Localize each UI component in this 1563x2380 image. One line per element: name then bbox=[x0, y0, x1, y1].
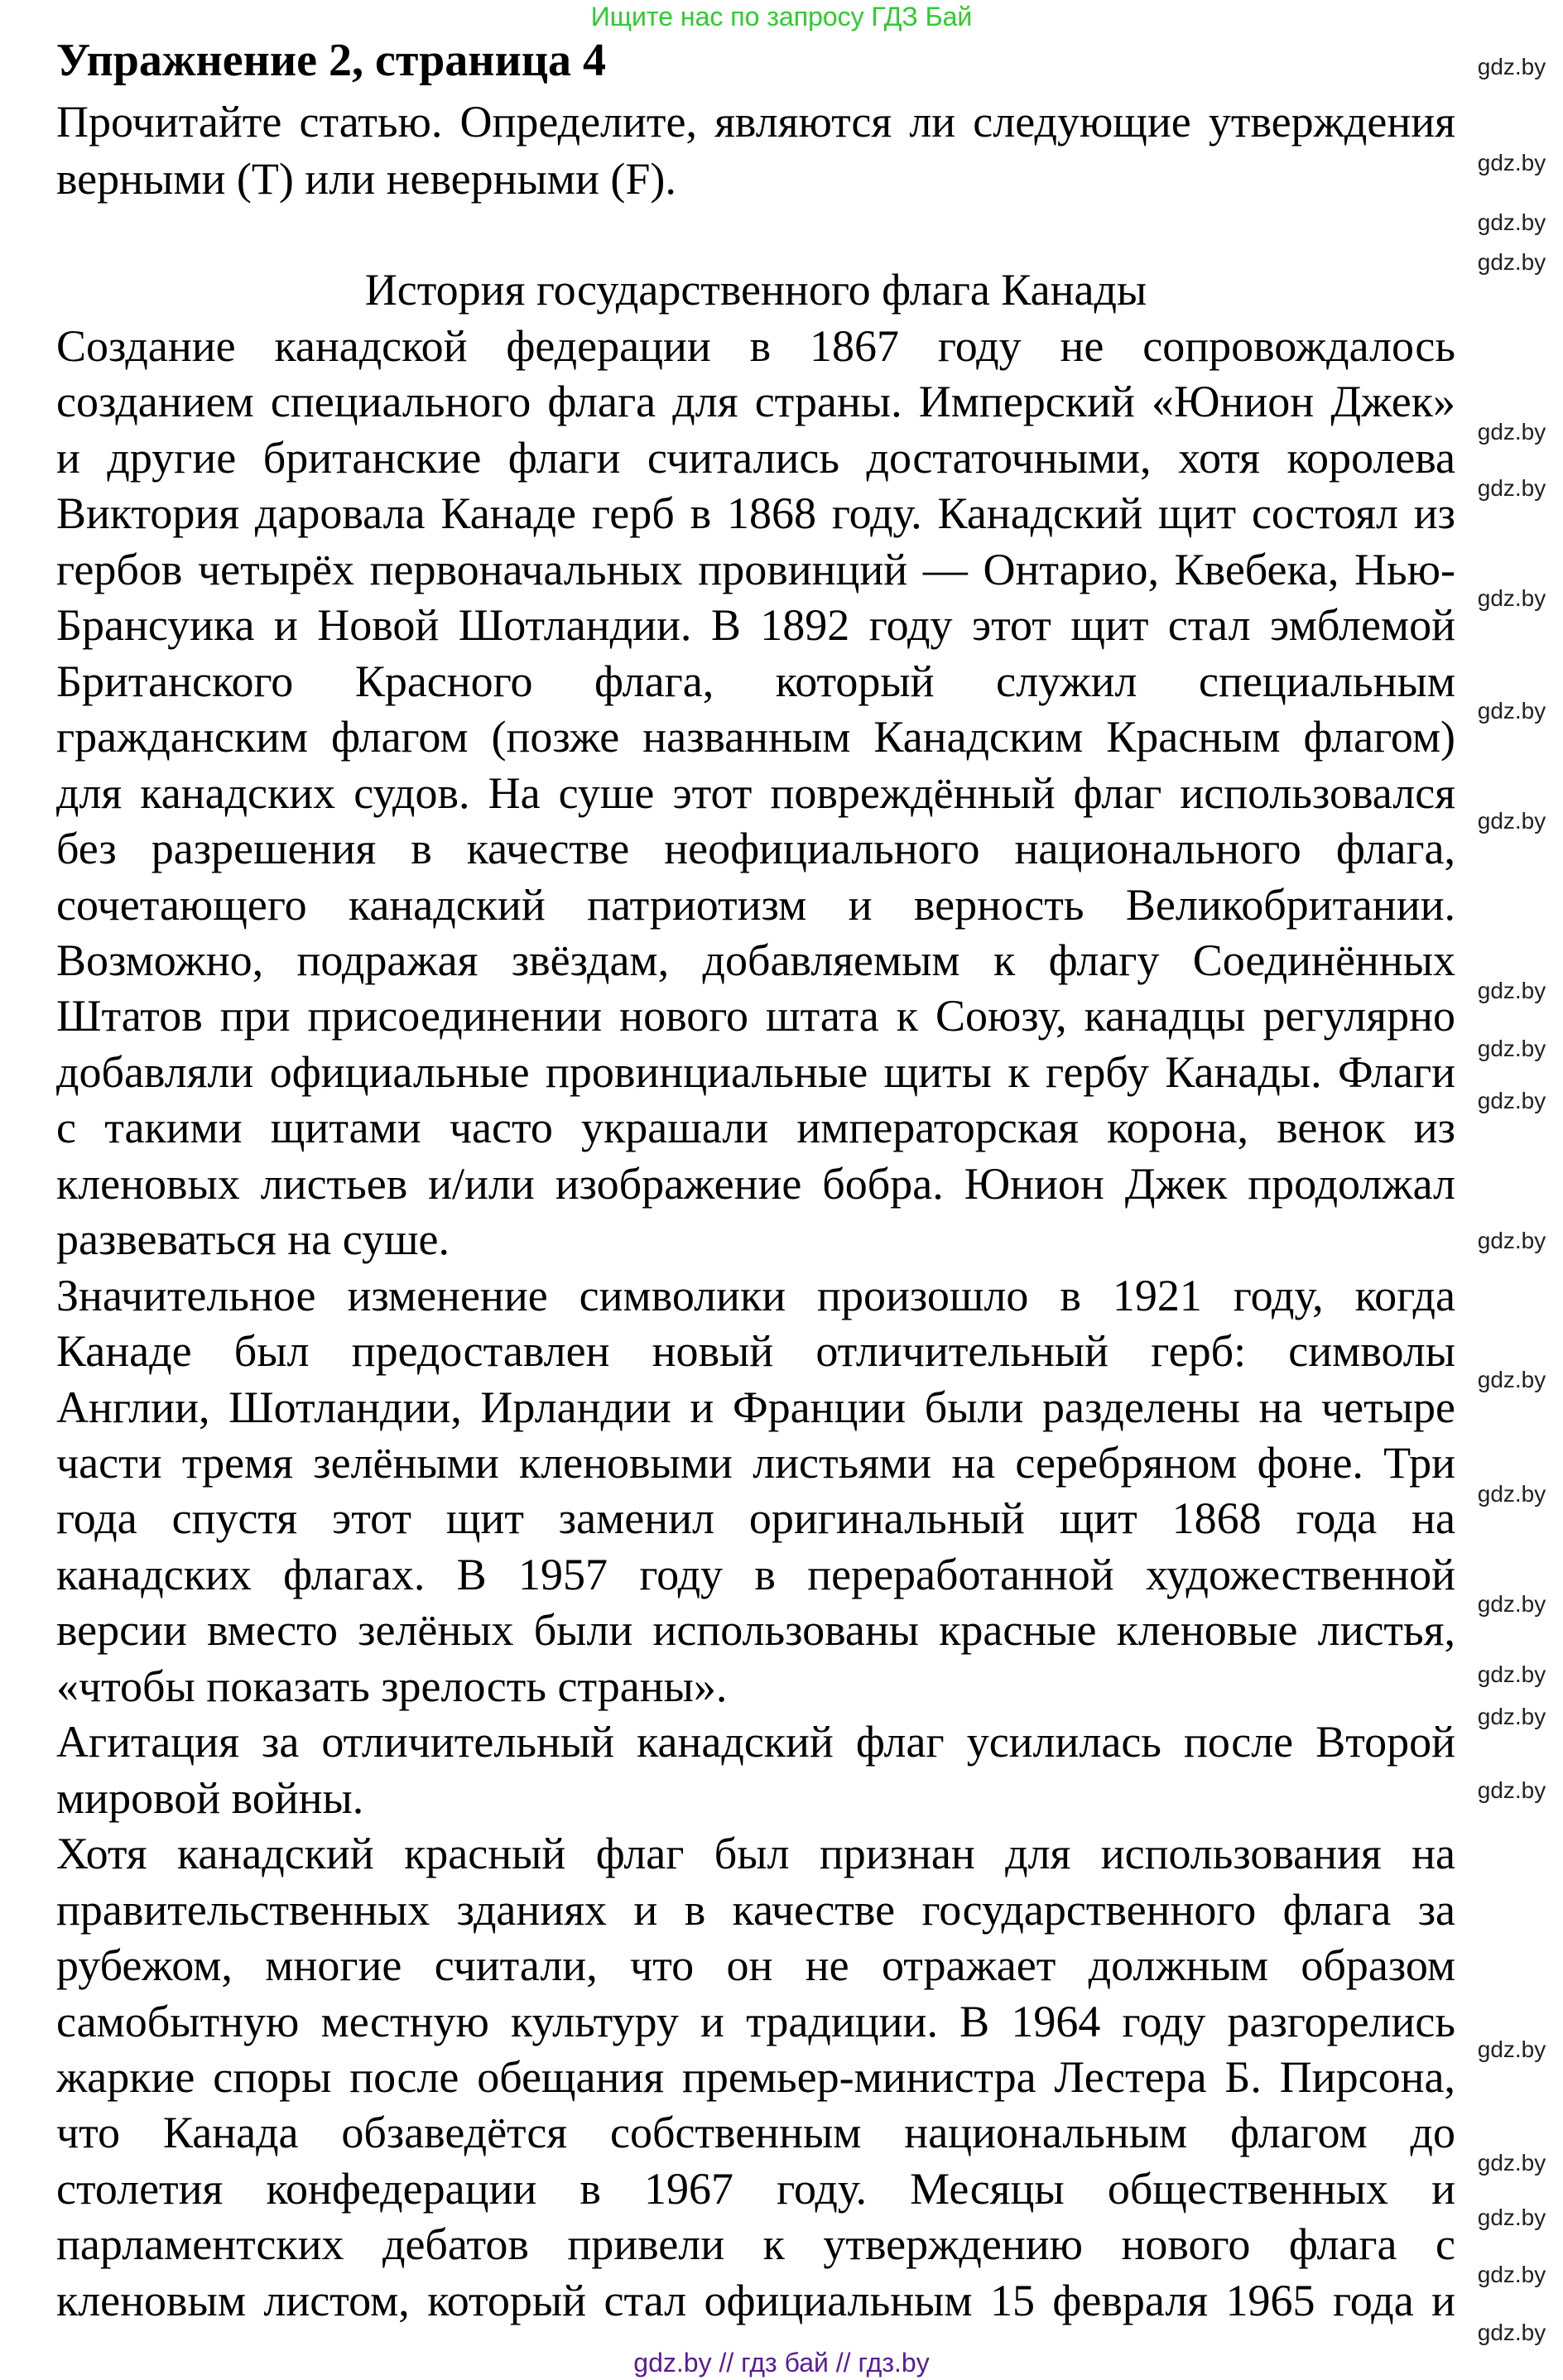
watermark-text: gdz.by bbox=[1477, 150, 1546, 175]
instruction-line: Прочитайте статью. Определите, являются ли следующие утверждения bbox=[56, 97, 1455, 147]
article-line: жаркие споры после обещания премьер-министра Лестера Б. Пирсона, bbox=[56, 2051, 1455, 2102]
watermark-text: gdz.by bbox=[1477, 1088, 1546, 1113]
article-heading: История государственного флага Канады bbox=[364, 265, 1147, 315]
watermark-text: gdz.by bbox=[1477, 1481, 1546, 1507]
watermark-text: gdz.by bbox=[1477, 54, 1546, 79]
watermark-text: gdz.by bbox=[1477, 2320, 1546, 2345]
watermark-text: gdz.by bbox=[1477, 585, 1546, 611]
article-line: сочетающего канадский патриотизм и верность Великобритании. bbox=[56, 879, 1455, 930]
article-line: развеваться на суше. bbox=[56, 1214, 450, 1265]
article-line: Создание канадской федерации в 1867 году не сопровождалось bbox=[56, 321, 1455, 371]
article-line: созданием специального флага для страны. Имперский «Юнион Джек» bbox=[56, 377, 1455, 427]
article-line: для канадских судов. На суше этот повреждённый флаг использовался bbox=[56, 767, 1455, 818]
article-line: с такими щитами часто украшали императорская корона, венок из bbox=[56, 1103, 1455, 1153]
article-line: правительственных зданиях и в качестве государственного флага за bbox=[56, 1884, 1455, 1935]
instruction-line: верными (T) или неверными (F). bbox=[56, 154, 676, 204]
search-banner-link[interactable]: Ищите нас по запросу ГДЗ Бай bbox=[590, 2, 973, 31]
article-line: без разрешения в качестве неофициального национального флага, bbox=[56, 824, 1455, 874]
article-line: Агитация за отличительный канадский флаг усилилась после Второй bbox=[56, 1717, 1455, 1767]
article-line: версии вместо зелёных были использованы красные кленовые листья, bbox=[56, 1605, 1455, 1656]
footer-links[interactable]: gdz.by // гдз бай // гдз.by bbox=[633, 2348, 930, 2378]
watermark-text: gdz.by bbox=[1477, 2205, 1546, 2230]
watermark-text: gdz.by bbox=[1477, 209, 1546, 235]
watermark-text: gdz.by bbox=[1477, 1591, 1546, 1617]
article-line: Британского Красного флага, который служил специальным bbox=[56, 656, 1455, 706]
watermark-text: gdz.by bbox=[1477, 2262, 1546, 2287]
watermark-text: gdz.by bbox=[1477, 1777, 1546, 1803]
article-line: Англии, Шотландии, Ирландии и Франции были разделены на четыре bbox=[56, 1382, 1455, 1432]
article-line: и другие британские флаги считались достаточными, хотя королева bbox=[56, 432, 1455, 483]
article-line: мировой войны. bbox=[56, 1772, 364, 1823]
article-line: части тремя зелёными кленовыми листьями на серебряном фоне. Три bbox=[56, 1438, 1455, 1488]
watermark-text: gdz.by bbox=[1477, 419, 1546, 445]
watermark-text: gdz.by bbox=[1477, 1704, 1546, 1729]
watermark-text: gdz.by bbox=[1477, 978, 1546, 1003]
article-line: Значительное изменение символики произошло в 1921 году, когда bbox=[56, 1270, 1455, 1320]
watermark-text: gdz.by bbox=[1477, 698, 1546, 724]
article-line: Канаде был предоставлен новый отличительный герб: символы bbox=[56, 1326, 1455, 1377]
article-line: рубежом, многие считали, что он не отражает должным образом bbox=[56, 1940, 1455, 1991]
article-line: Возможно, подражая звёздам, добавляемым к флагу Соединённых bbox=[56, 935, 1455, 985]
article-line: Хотя канадский красный флаг был признан для использования на bbox=[56, 1829, 1455, 1879]
watermark-text: gdz.by bbox=[1477, 2150, 1546, 2176]
article-line: Брансуика и Новой Шотландии. В 1892 году этот щит стал эмблемой bbox=[56, 600, 1455, 651]
article-line: кленовым листом, который стал официальным 15 февраля 1965 года и bbox=[56, 2275, 1455, 2325]
article-line: столетия конфедерации в 1967 году. Месяцы общественных и bbox=[56, 2163, 1455, 2214]
article-line: «чтобы показать зрелость страны». bbox=[56, 1661, 728, 1711]
watermark-text: gdz.by bbox=[1477, 249, 1546, 275]
article-line: добавляли официальные провинциальные щиты к гербу Канады. Флаги bbox=[56, 1046, 1455, 1097]
article-line: самобытную местную культуру и традиции. В 1964 году разгорелись bbox=[56, 1996, 1455, 2046]
watermark-text: gdz.by bbox=[1477, 475, 1546, 501]
watermark-text: gdz.by bbox=[1477, 1367, 1546, 1392]
watermark-text: gdz.by bbox=[1477, 1228, 1546, 1253]
article-line: гражданским флагом (позже названным Канадским Красным флагом) bbox=[56, 712, 1455, 762]
article-line: что Канада обзаведётся собственным национальным флагом до bbox=[56, 2108, 1455, 2158]
article-line: канадских флагах. В 1957 году в переработанной художественной bbox=[56, 1549, 1455, 1599]
watermark-text: gdz.by bbox=[1477, 808, 1546, 834]
article-line: Виктория даровала Канаде герб в 1868 году. Канадский щит состоял из bbox=[56, 488, 1455, 539]
article-line: кленовых листьев и/или изображение бобра. Юнион Джек продолжал bbox=[56, 1158, 1455, 1209]
article-line: Штатов при присоединении нового штата к Союзу, канадцы регулярно bbox=[56, 991, 1455, 1041]
article-line: гербов четырёх первоначальных провинций — Онтарио, Квебека, Нью- bbox=[56, 544, 1455, 594]
article-line: года спустя этот щит заменил оригинальный щит 1868 года на bbox=[56, 1493, 1455, 1544]
exercise-title: Упражнение 2, страница 4 bbox=[56, 35, 607, 86]
watermark-text: gdz.by bbox=[1477, 1661, 1546, 1687]
watermark-text: gdz.by bbox=[1477, 1036, 1546, 1061]
article-line: парламентских дебатов привели к утверждению нового флага с bbox=[56, 2219, 1455, 2270]
watermark-text: gdz.by bbox=[1477, 2036, 1546, 2062]
